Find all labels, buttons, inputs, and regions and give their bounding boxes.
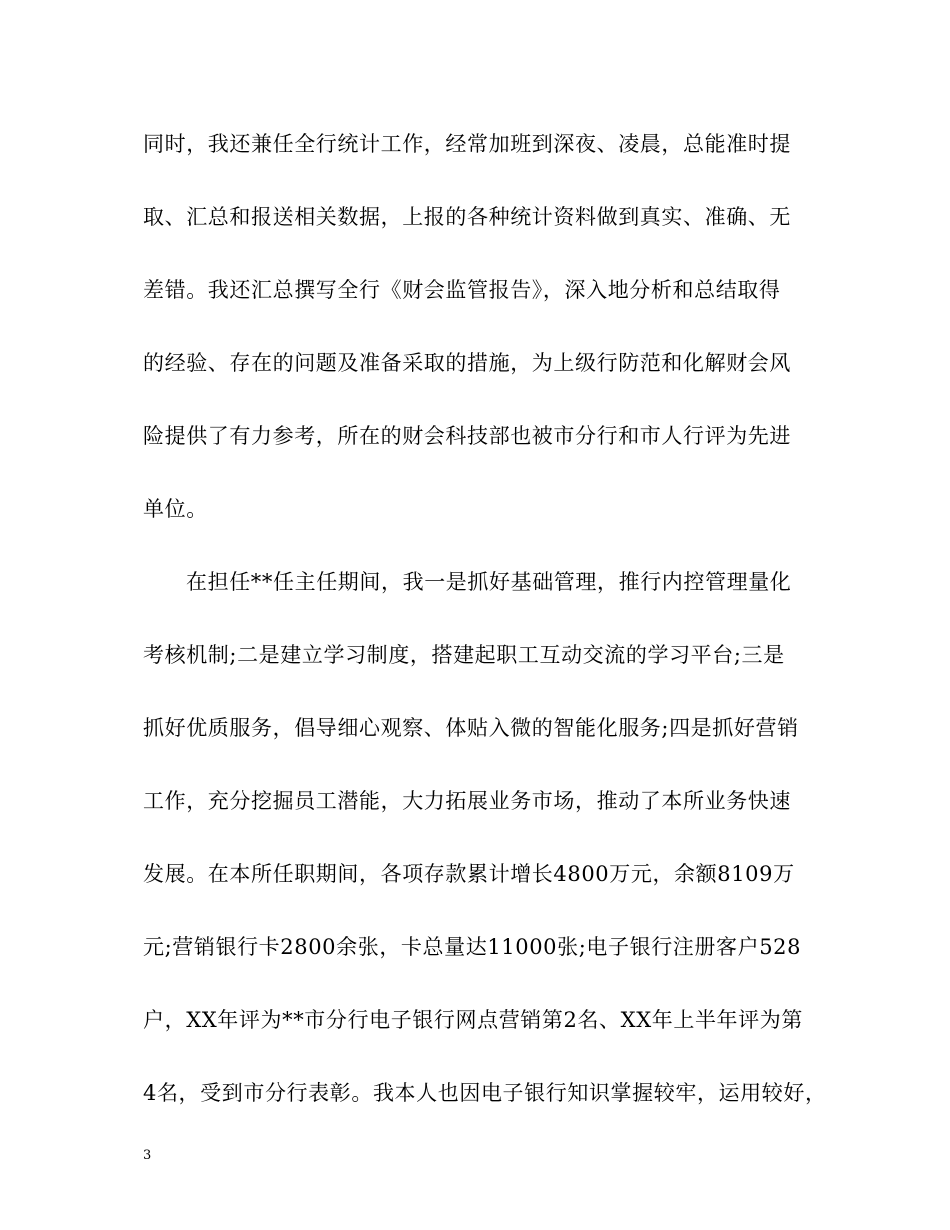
body-text-line: 4名，受到市分行表彰。我本人也因电子银行知识掌握较牢，运用较好， bbox=[143, 1081, 827, 1105]
paragraph-first-line: 在担任**任主任期间，我一是抓好基础管理，推行内控管理量化 bbox=[186, 570, 792, 594]
body-text-line: 户，XX年评为**市分行电子银行网点营销第2名、XX年上半年评为第 bbox=[143, 1008, 803, 1032]
body-text-line: 同时，我还兼任全行统计工作，经常加班到深夜、凌晨，总能准时提 bbox=[143, 132, 791, 156]
body-text-line: 单位。 bbox=[143, 497, 208, 521]
body-text-line: 发展。在本所任职期间，各项存款累计增长4800万元，余额8109万 bbox=[143, 862, 795, 886]
body-text-line: 抓好优质服务，倡导细心观察、体贴入微的智能化服务;四是抓好营销 bbox=[143, 716, 799, 740]
body-text-line: 的经验、存在的问题及准备采取的措施，为上级行防范和化解财会风 bbox=[143, 351, 791, 375]
body-text-line: 取、汇总和报送相关数据，上报的各种统计资料做到真实、准确、无 bbox=[143, 205, 791, 229]
body-text-line: 工作，充分挖掘员工潜能，大力拓展业务市场，推动了本所业务快速 bbox=[143, 789, 791, 813]
body-text-line: 差错。我还汇总撰写全行《财会监管报告》，深入地分析和总结取得 bbox=[143, 278, 781, 302]
body-text-line: 考核机制;二是建立学习制度，搭建起职工互动交流的学习平台;三是 bbox=[143, 643, 785, 667]
body-text-line: 元;营销银行卡2800余张，卡总量达11000张;电子银行注册客户528 bbox=[143, 935, 802, 959]
body-text-line: 险提供了有力参考，所在的财会科技部也被市分行和市人行评为先进 bbox=[143, 424, 791, 448]
page-number: 3 bbox=[143, 1148, 152, 1163]
